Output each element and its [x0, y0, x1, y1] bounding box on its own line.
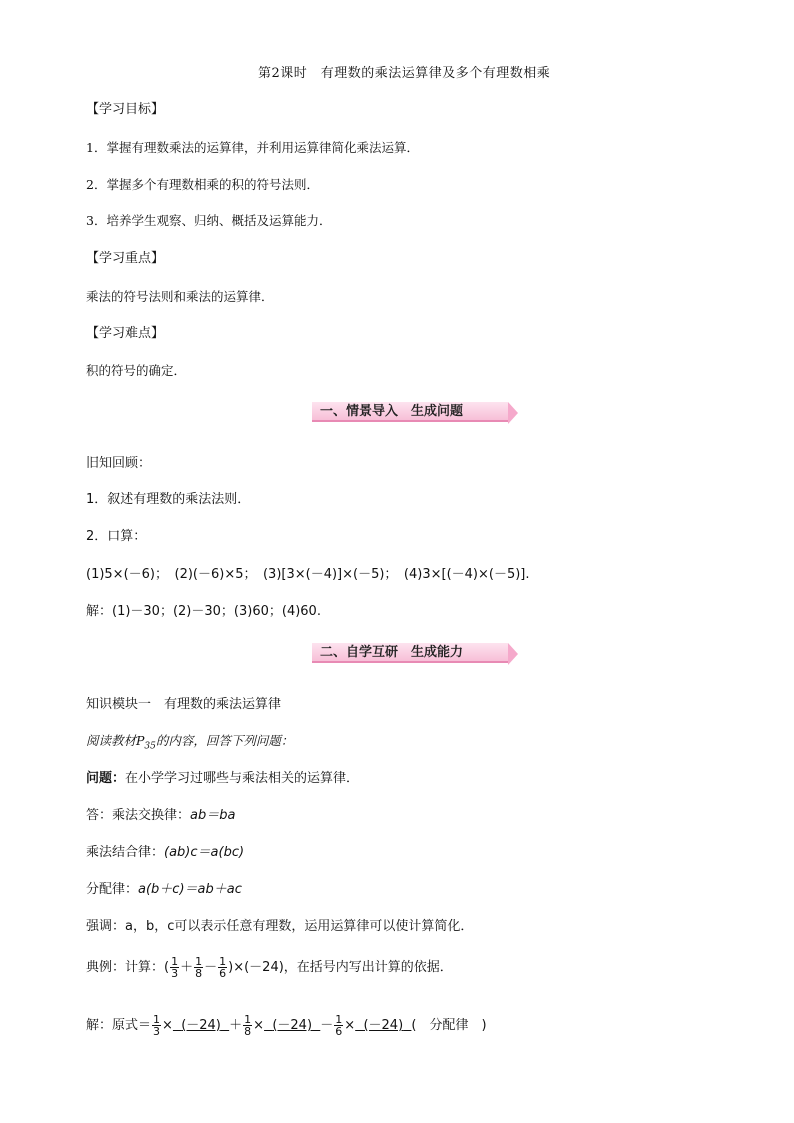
banner-arrow-icon — [508, 643, 518, 665]
banner-arrow-icon — [508, 402, 518, 424]
read-instruction — [86, 731, 293, 752]
page-title: 第2课时 有理数的乘法运算律及多个有理数相乘 — [258, 66, 551, 81]
answer-blank: (－24) — [272, 1018, 313, 1033]
goal-item: 1．掌握有理数乘法的运算律，并利用运算律简化乘法运算． — [86, 140, 419, 155]
answer-label: 乘法结合律： — [86, 845, 165, 860]
answer-label: 答：乘法交换律： — [86, 808, 191, 823]
example-suffix: ×(－24)，在括号内写出计算的依据． — [233, 960, 453, 975]
fraction: $\frac{1}{8}$ — [244, 1013, 252, 1038]
section-banner-label: 一、情景导入 生成问题 — [320, 404, 464, 419]
answer-line — [86, 841, 244, 860]
answer-label: 分配律： — [86, 882, 139, 897]
goals-heading: 【学习目标】 — [86, 102, 165, 117]
fraction: $\frac{1}{6}$ — [335, 1013, 343, 1038]
section-banner-label: 二、自学互研 生成能力 — [320, 645, 464, 660]
question-label: 问题： — [86, 771, 126, 786]
answer-blank: (－24) — [363, 1018, 404, 1033]
key-heading: 【学习重点】 — [86, 251, 165, 266]
read-page-number: 35 — [144, 741, 156, 752]
fraction: $\frac{1}{3}$ — [153, 1013, 161, 1038]
read-suffix: 的内容，回答下列问题： — [155, 733, 294, 748]
fraction: $\frac{1}{8}$ — [195, 955, 203, 980]
fraction: $\frac{1}{3}$ — [171, 955, 179, 980]
calc-answer: 解：(1)－30；(2)－30；(3)60；(4)60. — [86, 604, 321, 619]
review-item: 2．口算： — [86, 529, 147, 544]
review-item: 1．叙述有理数的乘法法则． — [86, 492, 251, 507]
law-label: 分配律 — [429, 1018, 469, 1033]
answer-formula: ab＝ba — [190, 808, 236, 823]
fraction: $\frac{1}{6}$ — [219, 955, 227, 980]
example-label: 典例：计算： — [86, 960, 165, 975]
difficulty-text: 积的符号的确定． — [86, 363, 187, 378]
key-text: 乘法的符号法则和乘法的运算律． — [86, 289, 274, 304]
goal-item: 2．掌握多个有理数相乘的积的符号法则． — [86, 177, 319, 192]
example-line: 典例：计算：( $\frac{1}{3}$ ＋ $\frac{1}{8}$ － $\frac{1}{6}$ )×(－24)，在括号内写出计算的依据． — [86, 955, 453, 980]
answer-line — [86, 804, 235, 823]
solution-prefix: 解：原式＝ — [86, 1018, 152, 1033]
answer-line — [86, 878, 242, 897]
answer-blank: (－24) — [181, 1018, 221, 1033]
question-line — [86, 767, 359, 786]
section-banner — [312, 643, 508, 663]
answer-formula: (ab)c＝a(bc) — [164, 845, 245, 860]
difficulty-heading: 【学习难点】 — [86, 326, 165, 341]
emphasis-text: 强调：a，b，c可以表示任意有理数，运用运算律可以使计算简化． — [86, 919, 474, 934]
section-banner — [312, 402, 508, 422]
goal-item: 3．培养学生观察、归纳、概括及运算能力． — [86, 213, 332, 228]
question-text: 在小学学习过哪些与乘法相关的运算律． — [125, 771, 360, 786]
calc-problems: (1)5×(－6)； (2)(－6)×5； (3)[3×(－4)]×(－5)； (4)3×[(－4)×(－5)]. — [86, 567, 530, 582]
solution-line: 解：原式＝ $\frac{1}{3}$ × (－24) ＋ $\frac{1}{8}$ × (－24) － $\frac{1}{6}$ × (－24) ( 分配律 ) — [86, 1013, 487, 1038]
read-prefix: 阅读教材P — [86, 733, 145, 748]
answer-formula: a(b＋c)＝ab＋ac — [138, 882, 242, 897]
review-label: 旧知回顾： — [86, 456, 152, 471]
module-title: 知识模块一 有理数的乘法运算律 — [86, 697, 282, 712]
